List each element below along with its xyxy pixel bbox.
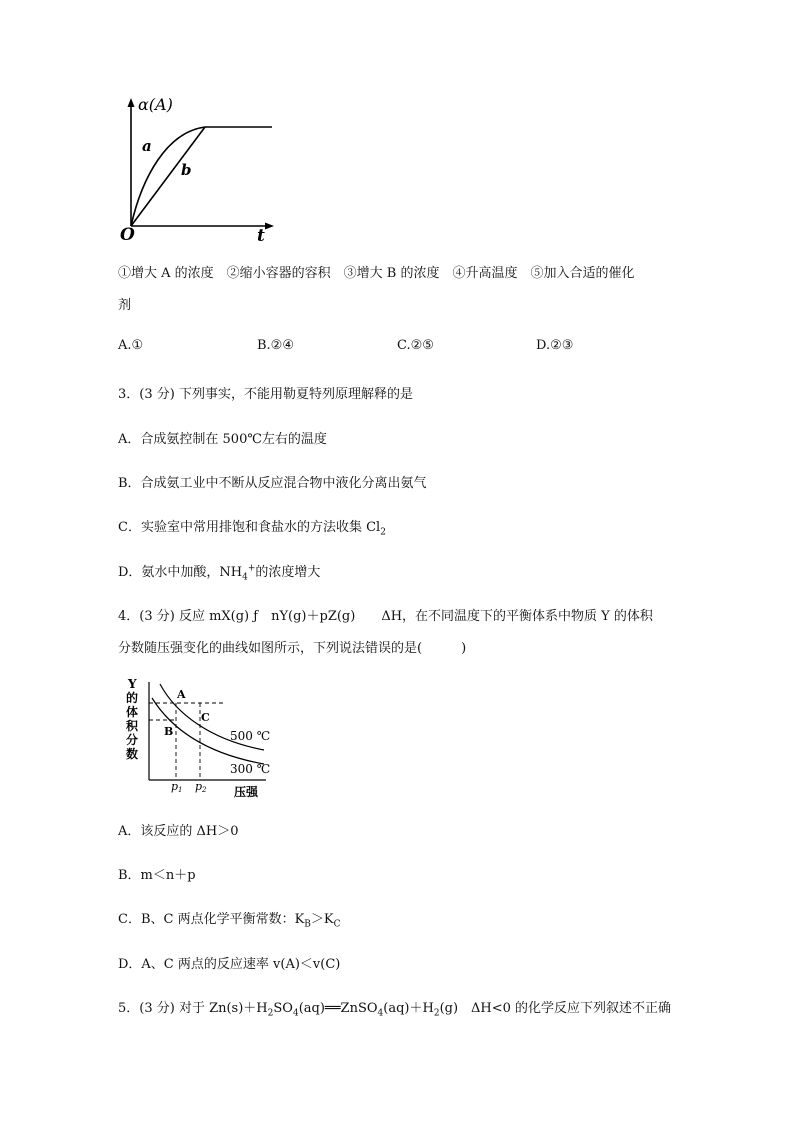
q2-conditions-line1: ①增大 A 的浓度 ②缩小容器的容积 ③增大 B 的浓度 ④升高温度 ⑤加入合适的催化	[118, 266, 635, 281]
p1-label: p1	[171, 780, 183, 794]
x-axis-label: t	[257, 226, 265, 244]
svg-text:的: 的	[126, 691, 139, 705]
point-b-label: B	[164, 725, 174, 738]
q2-conditions-line2: 剂	[118, 298, 132, 313]
q2-option-b: B.②④	[257, 338, 294, 353]
svg-text:Y: Y	[128, 677, 137, 691]
curve-300c-label: 300 ℃	[230, 762, 271, 776]
q3-stem: 3．(3 分) 下列事实，不能用勒夏特列原理解释的是	[118, 387, 413, 402]
svg-text:数: 数	[126, 747, 139, 761]
q4-option-c: C．B、C 两点化学平衡常数：$K_B>K_C$	[118, 912, 341, 930]
y-axis-label: α(A)	[138, 95, 173, 114]
q4-stem-line2: 分数随压强变化的曲线如图所示，下列说法错误的是( )	[118, 641, 467, 656]
q5-stem: 5．(3 分) 对于 $Zn(s)+H_2SO_4(aq)══ZnSO_4(aq)+H_2(g)$ ΔH<0 的化学反应下列叙述不正确	[118, 1001, 672, 1019]
conversion-time-graph	[112, 92, 287, 244]
origin-label: O	[120, 225, 135, 244]
q2-option-d: D.②③	[536, 338, 574, 353]
q2-option-c: C.②⑤	[397, 338, 434, 353]
point-c-label: C	[201, 711, 210, 724]
q4-stem-line1: 4．(3 分) 反应 mX(g) ƒ nY(g)＋pZ(g) ΔH，在不同温度下的平衡体系中物质 Y 的体积	[118, 609, 653, 624]
q4-option-a: A．该反应的 ΔH＞0	[118, 824, 239, 839]
x-axis-label: 压强	[234, 785, 259, 799]
q3-option-b: B．合成氨工业中不断从反应混合物中液化分离出氨气	[118, 476, 427, 491]
svg-text:分: 分	[126, 733, 139, 747]
q3-option-c: C．实验室中常用排饱和食盐水的方法收集 $Cl_2$	[118, 520, 386, 538]
volume-fraction-pressure-graph	[116, 672, 282, 804]
svg-text:体: 体	[126, 705, 139, 719]
curve-b-label: b	[181, 161, 192, 179]
p2-label: p2	[195, 780, 207, 794]
x-axis-arrow	[265, 223, 274, 230]
curve-500c-label: 500 ℃	[230, 729, 271, 743]
y-axis-arrow	[128, 98, 135, 107]
q3-option-a: A．合成氨控制在 500℃左右的温度	[118, 432, 327, 447]
y-axis-label	[126, 677, 139, 761]
q3-option-d: D．氨水中加酸，$NH_4^+$的浓度增大	[118, 563, 321, 583]
curve-a-label: a	[142, 137, 152, 155]
q4-option-d: D．A、C 两点的反应速率 v(A)＜v(C)	[118, 957, 341, 972]
svg-text:积: 积	[126, 719, 139, 733]
q2-option-a: A.①	[118, 338, 144, 353]
q4-option-b: B．m＜n＋p	[118, 868, 196, 883]
point-a-label: A	[177, 688, 186, 701]
